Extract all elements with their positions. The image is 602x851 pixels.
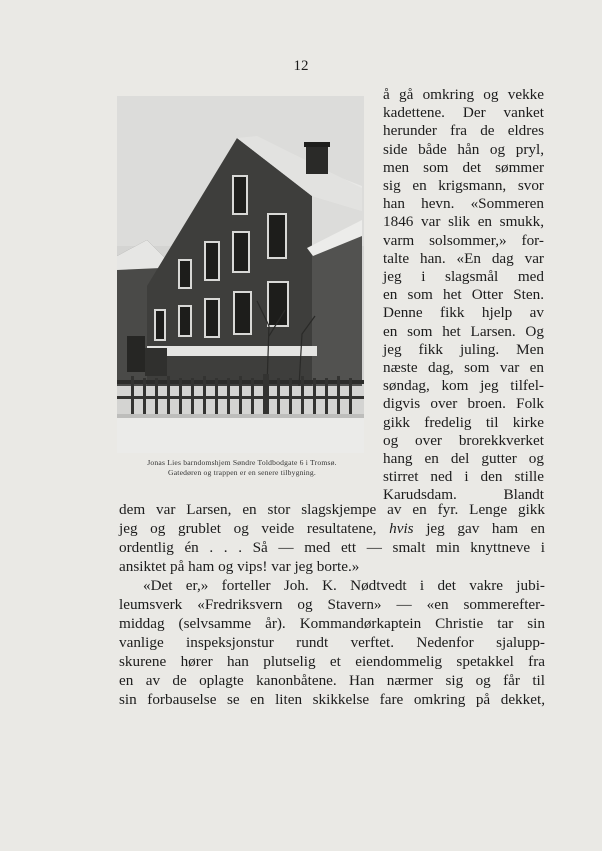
house-photo xyxy=(117,96,364,453)
text-line: ansiktet på ham og vips! var jeg borte.» xyxy=(119,558,360,575)
text-line: men som det sømmer xyxy=(383,158,544,176)
photo-caption xyxy=(113,458,371,478)
text-line: skurene hører han plutselig et eiendommelig spetakkel fra xyxy=(119,653,545,670)
page-number: 12 xyxy=(293,58,309,74)
house-photo-illustration xyxy=(117,96,364,453)
text-line: og over brorekkverket xyxy=(383,431,544,449)
text-line: gikk fredelig til kirke xyxy=(383,413,544,431)
text-line: side både hån og pryl, xyxy=(383,140,544,158)
text-line: varm solsommer,» for- xyxy=(383,231,544,249)
text-line: middag (selvsamme år). Kommandørkaptein Christie tar sin xyxy=(119,615,545,632)
text-line: å gå omkring og vekke xyxy=(383,86,544,103)
text-line-with-emphasis xyxy=(119,519,545,538)
text-line: herunder fra de eldres xyxy=(383,122,544,140)
side-column-text xyxy=(383,86,544,505)
text-line: Denne fikk hjelp av xyxy=(383,304,544,322)
text-line: kadettene. Der vanket xyxy=(383,104,544,122)
text-line: 1846 var slik en smukk, xyxy=(383,213,544,231)
text-line: næste dag, som var en xyxy=(383,359,544,377)
text-line: sin forbauselse se en liten skikkelse fare omkring på dekket, xyxy=(119,691,545,708)
text-line: jeg fikk juling. Men xyxy=(383,340,544,358)
text-line: Karudsdam. Blandt xyxy=(383,486,544,504)
photo-caption-line: Jonas Lies barndomshjem Søndre Toldbodgate 6 i Tromsø. xyxy=(147,458,337,467)
text-line: talte han. «En dag var xyxy=(383,249,544,267)
text-line: søndag, kom jeg tilfel- xyxy=(383,377,544,395)
text-line: stirret ned i den stille xyxy=(383,468,544,486)
text-line: digvis over broen. Folk xyxy=(383,395,544,413)
text-line: vanlige inspeksjonstur rundt verftet. Nedenfor sjalupp- xyxy=(119,634,545,651)
text-line: en av de oplagte kanonbåtene. Han nærmer sig og får til xyxy=(119,672,545,689)
text-line: han hevn. «Sommeren xyxy=(383,195,544,213)
text-line: sig en krigsmann, svor xyxy=(383,177,544,195)
text-line: en som het Larsen. Og xyxy=(383,322,544,340)
emphasized-word: hvis xyxy=(389,520,414,537)
text-line: en som het Otter Sten. xyxy=(383,286,544,304)
text-line: jeg i slagsmål med xyxy=(383,268,544,286)
main-body-text xyxy=(119,500,545,709)
text-line: «Det er,» forteller Joh. K. Nødtvedt i det vakre jubi- xyxy=(143,577,545,594)
text-line: leumsverk «Fredriksvern og Stavern» — «en sommerefter- xyxy=(119,596,545,613)
text-line: dem var Larsen, en stor slagskjempe av en fyr. Lenge gikk xyxy=(119,501,545,518)
text-run: jeg og grublet og veide resultatene, xyxy=(119,520,390,537)
text-line: hang en del gutter og xyxy=(383,450,544,468)
photo-caption-line: Gatedøren og trappen er en senere tilbygning. xyxy=(168,468,316,477)
text-line: ordentlig én . . . Så — med ett — smalt min knyttneve i xyxy=(119,539,545,556)
text-run: jeg gav ham en xyxy=(413,520,545,537)
